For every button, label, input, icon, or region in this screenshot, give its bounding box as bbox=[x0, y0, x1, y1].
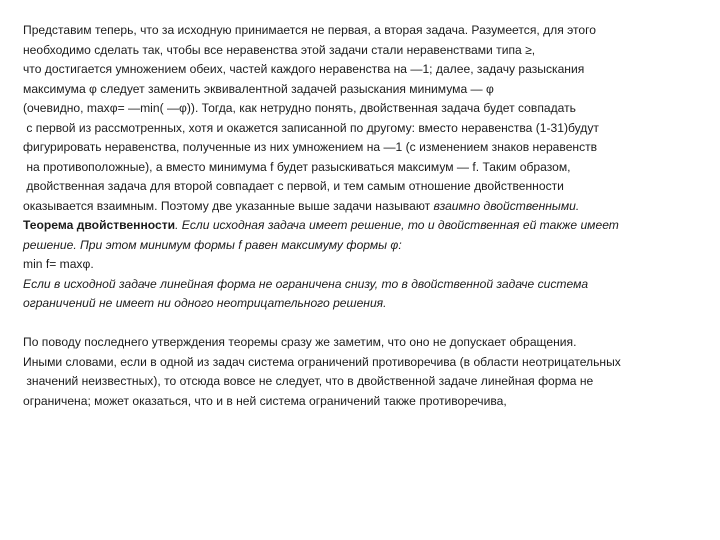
text-line: максимума φ следует заменить эквивалентной задачей разыскания минимума — φ bbox=[23, 81, 494, 96]
paragraph-gap bbox=[23, 314, 717, 334]
text-line: с первой из рассмотренных, хотя и окажется записанной по другому: вместо неравенства (1-31)будут bbox=[23, 120, 599, 135]
theorem-statement-line: решение. При этом минимум формы f равен максимуму формы φ: bbox=[23, 237, 402, 252]
text-line: (очевидно, maxφ= —min( —φ)). Тогда, как нетрудно понять, двойственная задача будет совпадать bbox=[23, 101, 576, 115]
text-line: Иными словами, если в одной из задач система ограничений противоречива (в области неотрицательных bbox=[23, 354, 621, 369]
text-line: на противоположные), а вместо минимума f будет разыскиваться максимум — f. Таким образом, bbox=[23, 159, 571, 174]
text-line: двойственная задача для второй совпадает с первой, и тем самым отношение двойственности bbox=[23, 179, 564, 193]
text-line: Представим теперь, что за исходную принимается не первая, а вторая задача. Разумеется, для этого bbox=[23, 23, 597, 37]
mutual-duality-term: взаимно двойственными. bbox=[433, 198, 580, 213]
text-line: что достигается умножением обеих, частей каждого неравенства на —1; далее, задачу разыскания bbox=[23, 62, 585, 76]
theorem-statement-line: Если в исходной задаче линейная форма не ограничена снизу, то в двойственной задаче система bbox=[23, 276, 589, 291]
theorem-formula: min f= maxφ. bbox=[23, 257, 94, 271]
theorem-title: Теорема двойственности bbox=[23, 218, 176, 232]
text-line-mutual-duality bbox=[23, 197, 717, 217]
theorem-heading-line bbox=[23, 216, 717, 236]
text-line: значений неизвестных), то отсюда вовсе не следует, что в двойственной задаче линейная форма не bbox=[23, 374, 594, 388]
text-line: ограничена; может оказаться, что и в ней система ограничений также противоречива, bbox=[23, 393, 507, 408]
line-text: оказывается взаимным. Поэтому две указанные выше задачи называют bbox=[23, 198, 434, 213]
text-line: По поводу последнего утверждения теоремы сразу же заметим, что оно не допускает обращения. bbox=[23, 335, 577, 349]
theorem-statement-line: ограничений не имеет ни одного неотрицательного решения. bbox=[23, 296, 387, 310]
document-text bbox=[23, 21, 717, 411]
text-line: необходимо сделать так, чтобы все неравенства этой задачи стали неравенствами типа ≥, bbox=[23, 42, 536, 57]
theorem-statement: . Если исходная задача имеет решение, то и двойственная ей также имеет bbox=[175, 218, 619, 232]
text-line: фигурировать неравенства, полученные из них умножением на —1 (с изменением знаков неравенств bbox=[23, 140, 598, 154]
